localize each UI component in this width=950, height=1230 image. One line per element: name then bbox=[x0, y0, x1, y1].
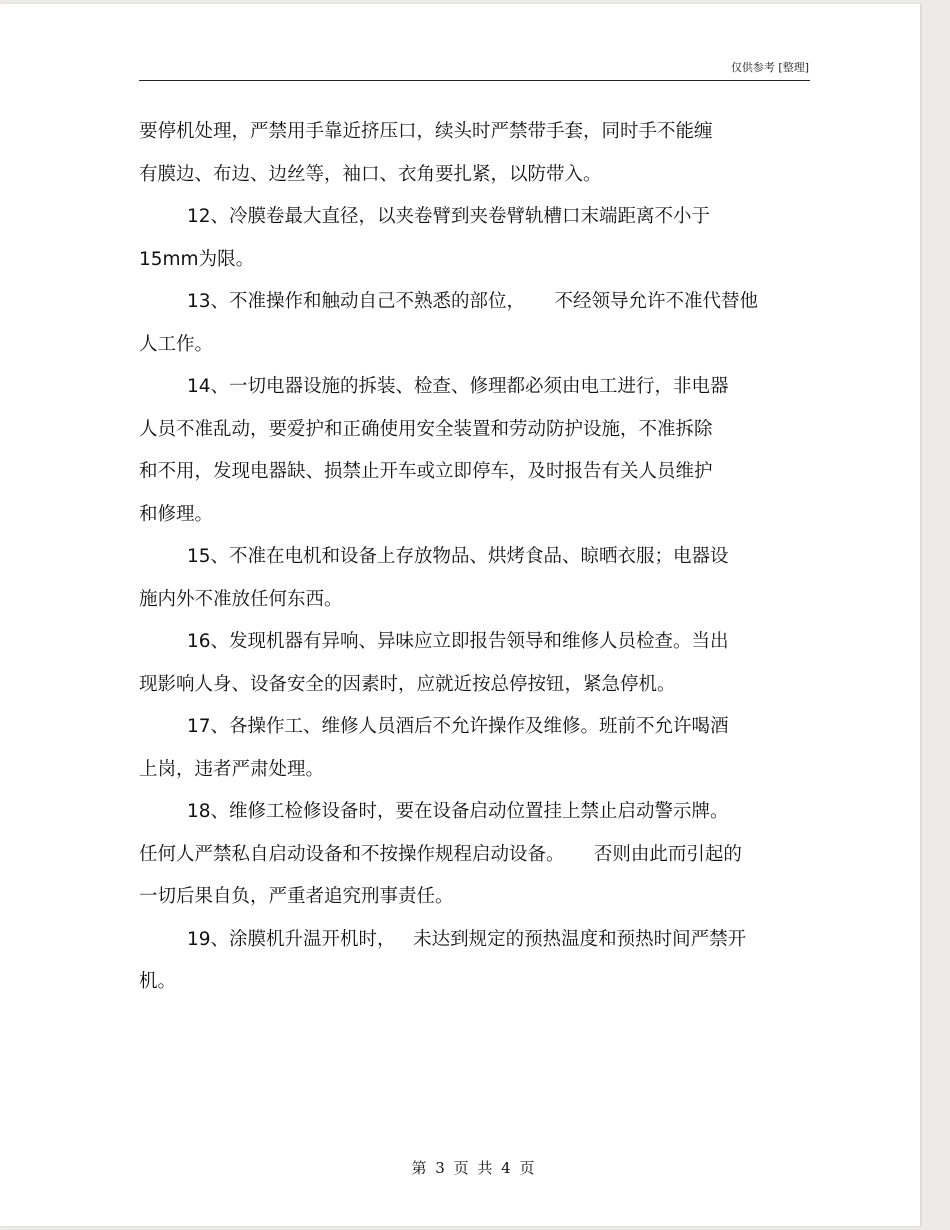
text-line: 一切后果自负，严重者追究刑事责任。 bbox=[139, 886, 454, 907]
text-line: 14、一切电器设施的拆装、检查、修理都必须由电工进行，非电器 bbox=[187, 376, 729, 397]
text-line: 人工作。 bbox=[139, 333, 214, 355]
text-line: 12、冷膜卷最大直径，以夹卷臂到夹卷臂轨槽口末端距离不小于 bbox=[187, 206, 711, 227]
text-line: 人员不准乱动，要爱护和正确使用安全装置和劳动防护设施，不准拆除 bbox=[139, 418, 713, 440]
text-line: 要停机处理，严禁用手靠近挤压口，续头时严禁带手套，同时手不能缠 bbox=[139, 121, 713, 142]
text-line: 和不用，发现电器缺、损禁止开车或立即停车，及时报告有关人员维护 bbox=[139, 461, 713, 482]
text-line: 16、发现机器有异响、异味应立即报告领导和维修人员检查。当出 bbox=[187, 631, 729, 652]
text-line: 任何人严禁私自启动设备和不按操作规程启动设备。 否则由此而引起的 bbox=[139, 843, 742, 865]
text-line: 上岗，违者严肃处理。 bbox=[139, 758, 325, 780]
text-line: 有膜边、布边、边丝等，袖口、衣角要扎紧，以防带入。 bbox=[139, 163, 602, 185]
text-line: 15mm为限。 bbox=[139, 248, 255, 270]
header-divider bbox=[139, 80, 810, 81]
text-line: 机。 bbox=[139, 971, 177, 992]
document-page bbox=[0, 4, 920, 1226]
text-line: 和修理。 bbox=[139, 503, 214, 525]
text-line: 施内外不准放任何东西。 bbox=[139, 588, 343, 610]
page-header: 仅供参考 [整理] bbox=[730, 61, 809, 74]
text-line: 13、不准操作和触动自己不熟悉的部位， 不经领导允许不准代替他 bbox=[187, 291, 758, 312]
page-footer: 第 3 页 共 4 页 bbox=[411, 1159, 535, 1177]
text-line: 现影响人身、设备安全的因素时，应就近按总停按钮，紧急停机。 bbox=[139, 673, 676, 695]
text-line: 15、不准在电机和设备上存放物品、烘烤食品、晾晒衣服；电器设 bbox=[187, 546, 729, 567]
text-line: 19、涂膜机升温开机时， 未达到规定的预热温度和预热时间严禁开 bbox=[187, 928, 747, 950]
text-line: 17、各操作工、维修人员酒后不允许操作及维修。班前不允许喝酒 bbox=[187, 716, 729, 737]
body-text bbox=[139, 117, 819, 1010]
text-line: 18、维修工检修设备时，要在设备启动位置挂上禁止启动警示牌。 bbox=[187, 801, 729, 822]
